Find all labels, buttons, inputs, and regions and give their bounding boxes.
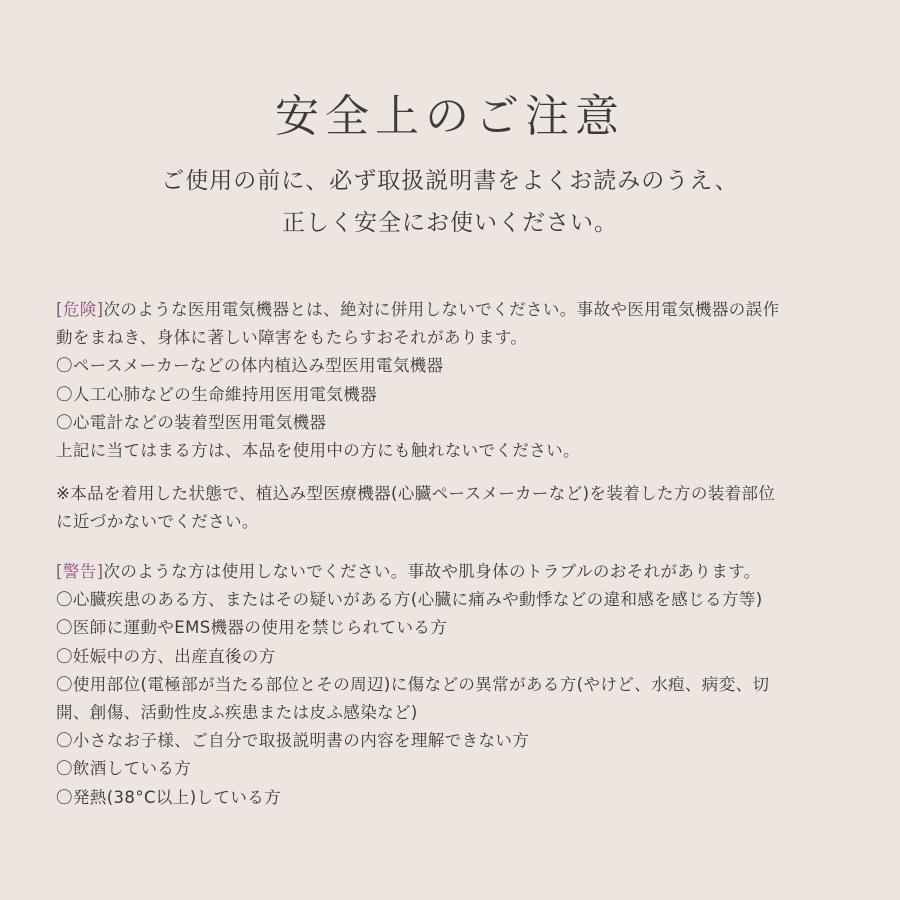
danger-intro-text-1: 次のような医用電気機器とは、絶対に併用しないでください。事故や医用電気機器の誤作 xyxy=(103,300,780,319)
subtitle-line-2: 正しく安全にお使いください。 xyxy=(282,210,618,236)
note-line-2: に近づかないでください。 xyxy=(56,512,259,532)
warning-intro-text: 次のような方は使用しないでください。事故や肌身体のトラブルのおそれがあります。 xyxy=(103,562,761,581)
warning-item: 〇小さなお子様、ご自分で取扱説明書の内容を理解できない方 xyxy=(56,731,530,751)
danger-closing: 上記に当てはまる方は、本品を使用中の方にも触れないでください。 xyxy=(56,441,580,461)
subtitle-line-1: ご使用の前に、必ず取扱説明書をよくお読みのうえ、 xyxy=(161,168,739,194)
warning-item: 〇心臓疾患のある方、またはその疑いがある方(心臓に痛みや動悸などの違和感を感じる方等) xyxy=(56,590,763,610)
subtitle xyxy=(0,160,900,244)
note-section xyxy=(56,480,856,536)
danger-tag: [危険] xyxy=(56,300,104,319)
danger-section xyxy=(56,296,856,465)
danger-intro-line-1 xyxy=(56,296,856,324)
warning-intro-line xyxy=(56,558,856,586)
warning-item: 〇飲酒している方 xyxy=(56,759,192,779)
warning-item-continued: 開、創傷、活動性皮ふ疾患または皮ふ感染など) xyxy=(56,703,418,723)
warning-item: 〇発熱(38°C以上)している方 xyxy=(56,787,282,807)
page-title: 安全上のご注意 xyxy=(275,91,625,142)
note-line-1: ※本品を着用した状態で、植込み型医療機器(心臓ペースメーカーなど)を装着した方の装着部位 xyxy=(56,484,776,503)
danger-intro-line-2: 動をまねき、身体に著しい障害をもたらすおそれがあります。 xyxy=(56,328,528,348)
danger-item: 〇ペースメーカーなどの体内植込み型医用電気機器 xyxy=(56,356,444,376)
warning-item: 〇使用部位(電極部が当たる部位とその周辺)に傷などの異常がある方(やけど、水疱、病変、切 xyxy=(56,674,770,694)
warning-item: 〇医師に運動やEMS機器の使用を禁じられている方 xyxy=(56,618,448,638)
warning-item: 〇妊娠中の方、出産直後の方 xyxy=(56,646,276,666)
warning-section xyxy=(56,558,856,812)
warning-tag: [警告] xyxy=(56,562,104,581)
danger-item: 〇人工心肺などの生命維持用医用電気機器 xyxy=(56,384,378,404)
danger-item: 〇心電計などの装着型医用電気機器 xyxy=(56,412,327,432)
